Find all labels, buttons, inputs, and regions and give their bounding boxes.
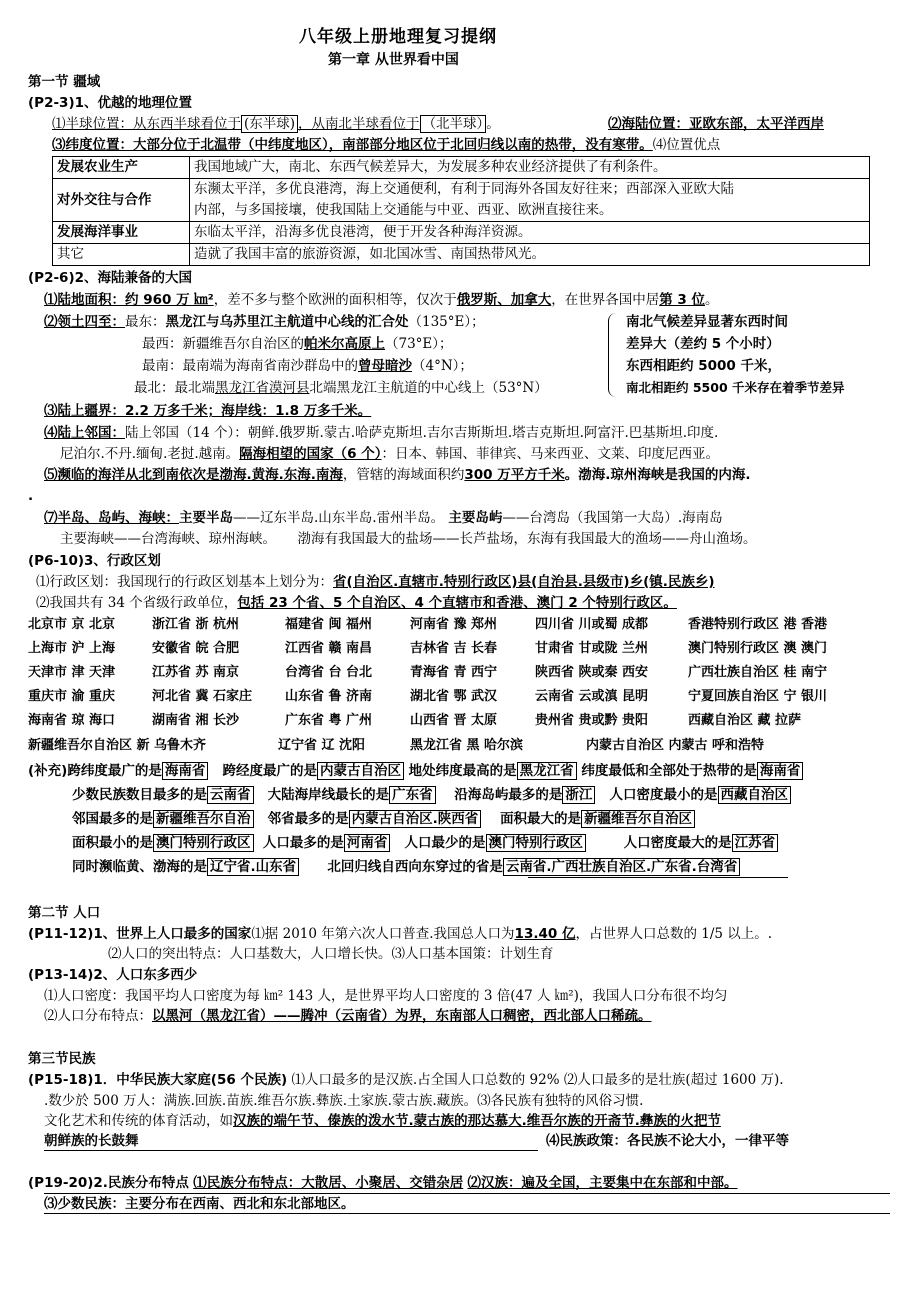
text: 曾母暗沙 [358, 358, 412, 374]
text: ⑵领土四至： [44, 314, 125, 330]
answer-box: 云南省.广西壮族自治区.广东省.台湾省 [503, 858, 740, 876]
table-value: 造就了我国丰富的旅游资源，如北国冰雪、南国热带风光。 [190, 244, 870, 266]
neighbors-line [44, 423, 718, 443]
text: 黑龙江省漠河县 [215, 380, 310, 396]
hemisphere-line [52, 114, 500, 134]
density-line: ⑴人口密度：我国平均人口密度为每 ㎞² 143 人，是世界平均人口密度的 3 倍(47 人 ㎞²)，我国人口分布很不均匀 [44, 988, 728, 1004]
text: 以黑河（黑龙江省）——腾冲（云南省）为界，东南部人口稠密，西北部人口稀疏。 [152, 1008, 652, 1024]
text: 跨经度最广的是 [222, 763, 317, 779]
text: 渤海.黄海.东海.南海 [219, 467, 343, 483]
text: ⑺半岛、岛屿、海峡： [44, 510, 179, 526]
text: ⑵我国共有 34 个省级行政单位， [36, 595, 238, 611]
table-row [53, 157, 870, 179]
text: 主要半岛 [179, 510, 233, 526]
admin-line-1 [36, 572, 715, 592]
extreme-north [134, 378, 548, 398]
text: 尼泊尔.不丹.缅甸.老挝.越南。 [60, 446, 240, 462]
population-line-1 [28, 924, 772, 944]
answer-box: （北半球） [420, 115, 487, 133]
answer-box: 江苏省 [732, 834, 779, 852]
subsection-heading: (P13-14)2、人口东多西少 [28, 967, 198, 983]
distribution-line [44, 1006, 652, 1026]
text: ⑶纬度位置：大部分位于北温带（中纬度地区），南部部分地区位于北回归线以南的热带，没有寒带。 [52, 137, 653, 153]
subsection-heading: (P2-6)2、海陆兼备的大国 [28, 270, 193, 286]
answer-box: 澳门特别行政区 [153, 834, 254, 852]
answer-box: 河南省 [344, 834, 391, 852]
text: 最西：新疆维吾尔自治区的 [142, 336, 304, 352]
province-cell: 海南省 琼 海口 [28, 713, 116, 728]
extreme-west [142, 334, 453, 354]
province-cell: 辽宁省 辽 沈阳 [278, 738, 366, 753]
text: 陆上邻国（14 个）：朝鲜.俄罗斯.蒙古.哈萨克斯坦.吉尔吉斯斯坦.塔吉克斯坦.阿富汗.巴基斯坦.印度. [125, 425, 719, 441]
section-heading-1: 第一节 疆域 [28, 74, 101, 90]
province-cell: 贵州省 贵或黔 贵阳 [535, 713, 649, 728]
minority-line: ⑶少数民族：主要分布在西南、西北和东北部地区。 [44, 1196, 355, 1212]
text: 邻国最多的是 [72, 811, 153, 827]
subsection-heading: (P2-3)1、优越的地理位置 [28, 95, 193, 111]
text: 大陆海岸线最长的是 [267, 787, 390, 803]
supplement-row [72, 809, 695, 829]
answer-box: 内蒙古自治区 [317, 762, 404, 780]
text: ⑷陆上邻国： [44, 425, 125, 441]
answer-box: 西藏自治区 [718, 786, 792, 804]
supplement-row [72, 857, 740, 877]
answer-box: 黑龙江省 [517, 762, 577, 780]
province-cell: 江西省 赣 南昌 [285, 641, 373, 656]
table-value [190, 179, 870, 222]
text: ，差不多与整个欧洲的面积相等，仅次于 [213, 292, 457, 308]
side-note: 南北相距约 5500 千米存在着季节差异 [626, 380, 845, 395]
answer-box: 新疆维吾尔自治 [153, 810, 254, 828]
side-note: 差异大（差约 5 个小时） [626, 336, 780, 352]
province-cell: 内蒙古自治区 内蒙古 呼和浩特 [586, 738, 765, 753]
province-cell: 天津市 津 天津 [28, 665, 116, 680]
answer-box: 内蒙古自治区.陕西省 [349, 810, 482, 828]
province-cell: 山东省 鲁 济南 [285, 689, 373, 704]
province-cell: 河北省 冀 石家庄 [152, 689, 253, 704]
province-cell: 北京市 京 北京 [28, 617, 116, 632]
text: 最北：最北端 [134, 380, 215, 396]
province-cell: 湖北省 鄂 武汉 [410, 689, 498, 704]
advantages-table [52, 156, 870, 266]
text: 内部，与多国接壤，使我国陆上交通能与中亚、西亚、欧洲直接往来。 [194, 202, 613, 218]
province-cell: 上海市 沪 上海 [28, 641, 116, 656]
chapter-title: 第一章 从世界看中国 [328, 52, 459, 68]
text: ⑸濒临的海洋从北到南依次是 [44, 467, 220, 483]
text: ⑵人口分布特点： [44, 1008, 152, 1024]
province-cell: 澳门特别行政区 澳 澳门 [688, 641, 828, 656]
table-key: 对外交往与合作 [53, 179, 190, 222]
ethnic-distribution-line [28, 1173, 738, 1193]
text: (P19-20)2.民族分布特点 [28, 1175, 189, 1191]
text: ：日本、韩国、菲律宾、马来西亚、文莱、印度尼西亚。 [381, 446, 720, 462]
province-cell: 广东省 粤 广州 [285, 713, 373, 728]
answer-box: 辽宁省.山东省 [207, 858, 299, 876]
ethnic-policy: ⑷民族政策：各民族不论大小，一律平等 [546, 1133, 789, 1149]
seas-line [44, 465, 751, 485]
population-line-2: ⑵人口的突出特点：人口基数大，人口增长快。⑶人口基本国策：计划生育 [108, 946, 554, 962]
text: (补充) [28, 763, 68, 779]
answer-box: 浙江 [562, 786, 595, 804]
extreme-south [142, 356, 473, 376]
province-cell: 香港特别行政区 港 香港 [688, 617, 828, 632]
section-heading-3: 第三节民族 [28, 1051, 96, 1067]
text: ，占世界人口总数的 1/5 以上。. [575, 926, 773, 942]
province-cell: 江苏省 苏 南京 [152, 665, 240, 680]
province-cell: 浙江省 浙 杭州 [152, 617, 240, 632]
province-cell: 黑龙江省 黑 哈尔滨 [410, 738, 524, 753]
answer-box: 海南省 [757, 762, 804, 780]
ethnic-line-3 [44, 1111, 721, 1131]
text: ⑴行政区划：我国现行的行政区划基本上划分为： [36, 574, 333, 590]
extreme-east [44, 312, 485, 332]
province-cell: 宁夏回族自治区 宁 银川 [688, 689, 828, 704]
province-cell: 台湾省 台 台北 [285, 665, 373, 680]
supplement-row [28, 761, 803, 781]
side-note: 东西相距约 5000 千米， [626, 358, 781, 374]
table-value: 我国地域广大，南北、东西气候差异大，为发展多种农业经济提供了有利条件。 [190, 157, 870, 179]
text: 纬度最低和全部处于热带的是 [581, 763, 757, 779]
table-row [53, 222, 870, 244]
text: ⑴陆地面积：约 960 万 ㎞² [44, 292, 214, 308]
text: 面积最大的是 [500, 811, 582, 827]
text: 东濒太平洋，多优良港湾，海上交通便利，有利于同海外各国友好往来；西部深入亚欧大陆 [194, 181, 734, 197]
text: (P11-12)1、世界上人口最多的国家 [28, 926, 252, 942]
ethnic-line-4 [44, 1131, 139, 1151]
land-area-line [44, 290, 719, 310]
text: （135°E）； [408, 314, 485, 330]
text: （73°E）； [385, 336, 453, 352]
text: (P15-18)1．中华民族大家庭(56 个民族) [28, 1072, 288, 1088]
doc-title: 八年级上册地理复习提纲 [299, 27, 497, 47]
table-row [53, 244, 870, 266]
text: ⑴半球位置：从东西半球看位于 [52, 116, 241, 132]
province-cell: 湖南省 湘 长沙 [152, 713, 240, 728]
text: ——台湾岛（我国第一大岛）.海南岛 [502, 510, 723, 526]
text: 最东： [125, 314, 166, 330]
text: 同时濒临黄、渤海的是 [72, 859, 207, 875]
province-cell: 山西省 晋 太原 [410, 713, 498, 728]
province-cell: 甘肃省 甘或陇 兰州 [535, 641, 649, 656]
province-cell: 西藏自治区 藏 拉萨 [688, 713, 802, 728]
text: ——辽东半岛.山东半岛.雷州半岛。 [233, 510, 445, 526]
ethnic-line-1 [28, 1070, 784, 1090]
text: 。 [486, 116, 500, 132]
supplement-row [72, 833, 778, 853]
province-cell: 陕西省 陕或秦 西安 [535, 665, 649, 680]
province-cell: 吉林省 吉 长春 [410, 641, 498, 656]
answer-box: 新疆维吾尔自治区 [581, 810, 695, 828]
text: ，管辖的海域面积约 [342, 467, 465, 483]
text: 黑龙江与乌苏里江主航道中心线的汇合处 [165, 314, 409, 330]
underline [44, 1150, 538, 1151]
text: 人口密度最小的是 [609, 787, 718, 803]
text: 北端黑龙江主航道的中心线上（53°N） [309, 380, 548, 396]
text: 渤海有我国最大的盐场——长芦盐场，东海有我国最大的渔场——舟山渔场。 [297, 531, 757, 547]
text: 沿海岛屿最多的是 [454, 787, 563, 803]
admin-line-2 [36, 593, 677, 613]
subsection-heading: (P6-10)3、行政区划 [28, 553, 161, 569]
province-cell: 广西壮族自治区 桂 南宁 [688, 665, 828, 680]
text: 隔海相望的国家（6 个） [239, 446, 382, 462]
province-cell: 安徽省 皖 合肥 [152, 641, 240, 656]
province-cell: 青海省 青 西宁 [410, 665, 498, 680]
text: 地处纬度最高的是 [408, 763, 517, 779]
text: 13.40 亿 [514, 926, 576, 942]
text: 北回归线自西向东穿过的省是 [327, 859, 503, 875]
text: 人口最少的是 [404, 835, 486, 851]
underline [528, 877, 788, 878]
text: 第 3 位 [659, 292, 705, 308]
ethnic-line-2: .数少於 500 万人：满族.回族.苗族.维吾尔族.彝族.土家族.蒙古族.藏族。⑶各民族有独特的风俗习惯. [44, 1093, 644, 1109]
answer-box: 广东省 [389, 786, 436, 804]
table-key: 其它 [53, 244, 190, 266]
side-note: 南北气候差异显著东西时间 [626, 314, 788, 330]
supplement-row [72, 785, 791, 805]
borders-line: ⑶陆上疆界：2.2 万多千米；海岸线：1.8 万多千米。 [44, 403, 372, 419]
text: 朝鲜族的长鼓舞 [44, 1133, 139, 1149]
table-row [53, 179, 870, 222]
table-value: 东临太平洋，沿海多优良港湾，便于开发各种海洋资源。 [190, 222, 870, 244]
brace [608, 313, 619, 397]
text: 跨纬度最广的是 [67, 763, 162, 779]
text: 省(自治区.直辖市.特别行政区)县(自治县.县级市)乡(镇.民族乡) [333, 574, 715, 590]
text: 主要海峡——台湾海峡、琼州海峡。 [60, 531, 276, 547]
neighbors-line-2 [60, 444, 719, 464]
table-key: 发展农业生产 [53, 157, 190, 179]
peninsulas-line [44, 508, 723, 528]
text: 人口最多的是 [262, 835, 344, 851]
table-key: 发展海洋事业 [53, 222, 190, 244]
text: 主要岛屿 [448, 510, 503, 526]
text: 。 [705, 292, 719, 308]
text: 少数民族数目最多的是 [72, 787, 207, 803]
answer-box: 云南省 [207, 786, 254, 804]
text: 300 万平方千米 [464, 467, 565, 483]
text: 俄罗斯、加拿大 [456, 292, 552, 308]
stray-dot: . [28, 488, 34, 504]
answer-box: (东半球) [241, 115, 298, 133]
straits-line [60, 529, 756, 549]
text: 最南：最南端为海南省南沙群岛中的 [142, 358, 358, 374]
text: ⑴民族分布特点：大散居、小聚居、交错杂居 [193, 1175, 464, 1191]
text: 帕米尔高原上 [304, 336, 385, 352]
text: 汉族的端午节、傣族的泼水节.蒙古族的那达慕大.维吾尔族的开斋节.彝族的火把节 [233, 1113, 721, 1129]
text: ，从南北半球看位于 [298, 116, 420, 132]
text: 。渤海.琼州海峡是我国的内海. [564, 467, 751, 483]
text: 面积最小的是 [72, 835, 153, 851]
text: 人口密度最大的是 [623, 835, 732, 851]
answer-box: 澳门特别行政区 [486, 834, 587, 852]
province-cell: 福建省 闽 福州 [285, 617, 373, 632]
section-heading-2: 第二节 人口 [28, 905, 101, 921]
underline [44, 1213, 890, 1214]
text: ⑷位置优点 [652, 137, 721, 153]
text: 包括 23 个省、5 个自治区、4 个直辖市和香港、澳门 2 个特别行政区。 [237, 595, 677, 611]
text: ，在世界各国中居 [551, 292, 660, 308]
latitude-line [52, 135, 720, 155]
sea-land-position: ⑵海陆位置：亚欧东部，太平洋西岸 [608, 116, 824, 132]
province-cell: 新疆维吾尔自治区 新 乌鲁木齐 [28, 738, 207, 753]
province-cell: 四川省 川或蜀 成都 [535, 617, 649, 632]
text: ⑵汉族：遍及全国，主要集中在东部和中部。 [467, 1175, 738, 1191]
province-cell: 重庆市 渝 重庆 [28, 689, 116, 704]
text: ⑴据 2010 年第六次人口普查.我国总人口为 [251, 926, 515, 942]
answer-box: 海南省 [162, 762, 209, 780]
province-cell: 云南省 云或滇 昆明 [535, 689, 649, 704]
text: 邻省最多的是 [267, 811, 349, 827]
text: （4°N）； [412, 358, 473, 374]
text: ⑴人口最多的是汉族.占全国人口总数的 92% ⑵人口最多的是壮族(超过 1600 万). [291, 1072, 784, 1088]
province-cell: 河南省 豫 郑州 [410, 617, 498, 632]
text: 文化艺术和传统的体育活动，如 [44, 1113, 233, 1129]
